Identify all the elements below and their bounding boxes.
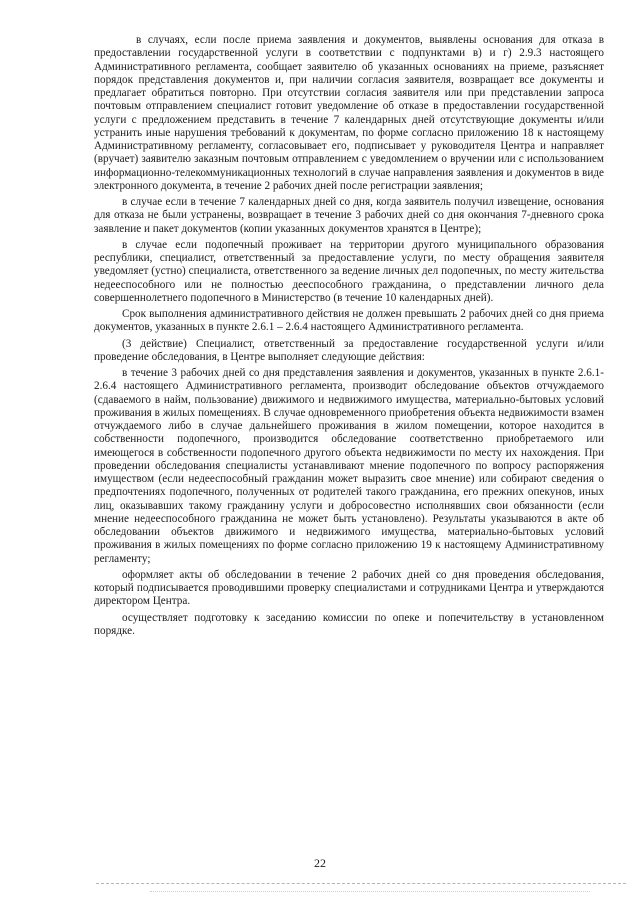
paragraph-commission-prep: осуществляет подготовку к заседанию комиссии по опеке и попечительству в установленном порядке. <box>94 611 604 637</box>
paragraph-return-documents: в случае если в течение 7 календарных дней со дня, когда заявитель получил извещение, основания для отказа не были устранены, возвращает в течение 3 рабочих дней со дня окончания 7-дневного срока заявление и пакет документов (копии указанных документов хранятся в Центре); <box>94 196 604 235</box>
page-number: 22 <box>314 856 326 870</box>
paragraph-refusal-grounds: в случаях, если после приема заявления и документов, выявлены основания для отказа в предоставлении государственной услуги в соответствии с подпунктами в) и г) 2.9.3 настоящего Административного регламента, сообщает заявителю об указанных основаниях на приеме, разъясняет порядок представления документов и, при наличии согласия заявителя, возвращает все документы и предлагает обратиться повторно. При отсутствии согласия заявителя или при представлении запроса почтовым отправлением специалист готовит уведомление об отказе в предоставлении государственной услуги с предложением представить в течение 7 календарных дней отсутствующие документы и/или устранить иные нарушения требований к документам, по форме согласно приложению 18 к настоящему Административному регламенту, согласовывает его, подписывает у руководителя Центра и направляет (вручает) заявителю заказным почтовым отправлением с уведомлением о вручении или с использованием информационно-телекоммуникационных технологий в случае направления заявления и документов в виде электронного документа, в течение 2 рабочих дней после регистрации заявления; <box>94 34 604 192</box>
paragraph-deadline: Срок выполнения административного действия не должен превышать 2 рабочих дней со дня приема документов, указанных в пункте 2.6.1 – 2.6.4 настоящего Административного регламента. <box>94 308 604 334</box>
paragraph-other-municipality: в случае если подопечный проживает на территории другого муниципального образования республики, специалист, ответственный за предоставление услуги, по месту обращения заявителя уведомляет (устно) специалиста, ответственного за ведение личных дел подопечных, по месту жительства недееспособного или не полностью дееспособного гражданина, о представлении личного дела совершеннолетнего подопечного в Министерство (в течение 10 календарных дней). <box>94 238 604 304</box>
scan-edge-line <box>96 883 626 884</box>
paragraph-inspection: в течение 3 рабочих дней со дня представления заявления и документов, указанных в пункте 2.6.1-2.6.4 настоящего Административного регламента, производит обследование объектов отчуждаемого (сдаваемого в найм, пользование) движимого и недвижимого имущества, материально-бытовых условий проживания в жилых помещениях. В случае одновременного приобретения объекта недвижимости взамен отчуждаемого либо в случае дальнейшего проживания в жилом помещении, которое находится в собственности подопечного, производится обследование соответственно приобретаемого или имеющегося в собственности подопечного другого объекта недвижимости по месту их нахождения. При проведении обследования специалисты устанавливают мнение подопечного по вопросу распоряжения имуществом (если недееспособный гражданин может выразить свое мнение) или собирают сведения о предпочтениях подопечного, полученных от родителей такого гражданина, его прежних опекунов, иных лиц, оказывавших такому гражданину услуги и добросовестно исполнявших свои обязанности (если мнение недееспособного гражданина не может быть установлено). Результаты указываются в акте об обследовании объектов движимого и недвижимого имущества, материально-бытовых условий проживания в жилых помещениях по форме согласно приложению 19 к настоящему Административному регламенту; <box>94 367 604 565</box>
paragraph-action-3: (3 действие) Специалист, ответственный за предоставление государственной услуги и/или проведение обследования, в Центре выполняет следующие действия: <box>94 337 604 363</box>
document-body <box>94 34 604 641</box>
scan-edge-line-secondary <box>150 891 590 892</box>
paragraph-inspection-acts: оформляет акты об обследовании в течение 2 рабочих дней со дня проведения обследования, который подписывается проводившими проверку специалистами и сотрудниками Центра и утверждаются директором Центра. <box>94 568 604 608</box>
